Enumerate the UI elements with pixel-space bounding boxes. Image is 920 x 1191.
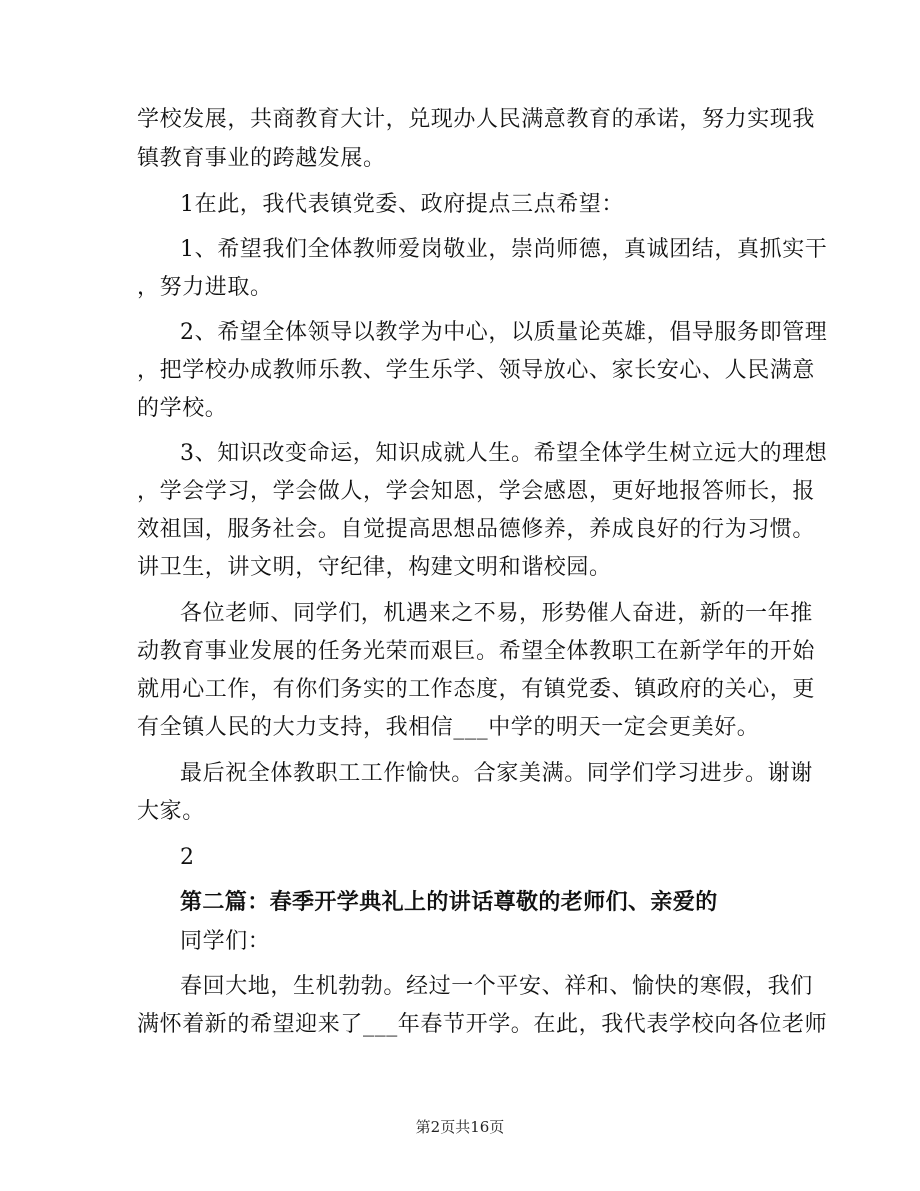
body-line-19: 2 (180, 845, 195, 870)
body-line-14: 动教育事业发展的任务光荣而艰巨。希望全体教职工在新学年的开始 (137, 639, 816, 664)
body-line-4: 1、希望我们全体教师爱岗敬业，崇尚师德，真诚团结，真抓实干 (180, 237, 828, 262)
body-line-16: 有全镇人民的大力支持，我相信___中学的明天一定会更美好。 (137, 715, 760, 740)
section-heading: 第二篇：春季开学典礼上的讲话尊敬的老师们、亲爱的 (180, 890, 718, 915)
body-line-6: 2、希望全体领导以教学为中心，以质量论英雄，倡导服务即管理 (180, 320, 828, 345)
body-line-7: ，把学校办成教师乐教、学生乐学、领导放心、家长安心、人民满意 (137, 358, 816, 383)
body-line-2: 镇教育事业的跨越发展。 (137, 146, 386, 171)
body-line-10: ，学会学习，学会做人，学会知恩，学会感恩，更好地报答师长，报 (137, 479, 816, 504)
body-line-22: 春回大地，生机勃勃。经过一个平安、祥和、愉快的寒假，我们 (180, 974, 813, 999)
body-line-23: 满怀着新的希望迎来了___年春节开学。在此，我代表学校向各位老师 (137, 1012, 828, 1037)
body-line-9: 3、知识改变命运，知识成就人生。希望全体学生树立远大的理想 (180, 441, 828, 466)
body-line-11: 效祖国，服务社会。自觉提高思想品德修养，养成良好的行为习惯。 (137, 517, 816, 542)
body-line-21: 同学们： (180, 929, 271, 954)
body-line-17: 最后祝全体教职工工作愉快。合家美满。同学们学习进步。谢谢 (180, 761, 813, 786)
body-line-12: 讲卫生，讲文明，守纪律，构建文明和谐校园。 (137, 555, 612, 580)
body-line-15: 就用心工作，有你们务实的工作态度，有镇党委、镇政府的关心，更 (137, 677, 816, 702)
body-line-1: 学校发展，共商教育大计，兑现办人民满意教育的承诺，努力实现我 (137, 107, 816, 132)
body-line-13: 各位老师、同学们，机遇来之不易，形势催人奋进，新的一年推 (180, 601, 813, 626)
body-line-5: ，努力进取。 (137, 275, 273, 300)
body-line-3: 1在此，我代表镇党委、政府提点三点希望： (180, 192, 624, 217)
body-line-18: 大家。 (137, 799, 205, 824)
page-number-footer: 第2页共16页 (415, 1118, 505, 1136)
body-line-8: 的学校。 (137, 396, 228, 421)
